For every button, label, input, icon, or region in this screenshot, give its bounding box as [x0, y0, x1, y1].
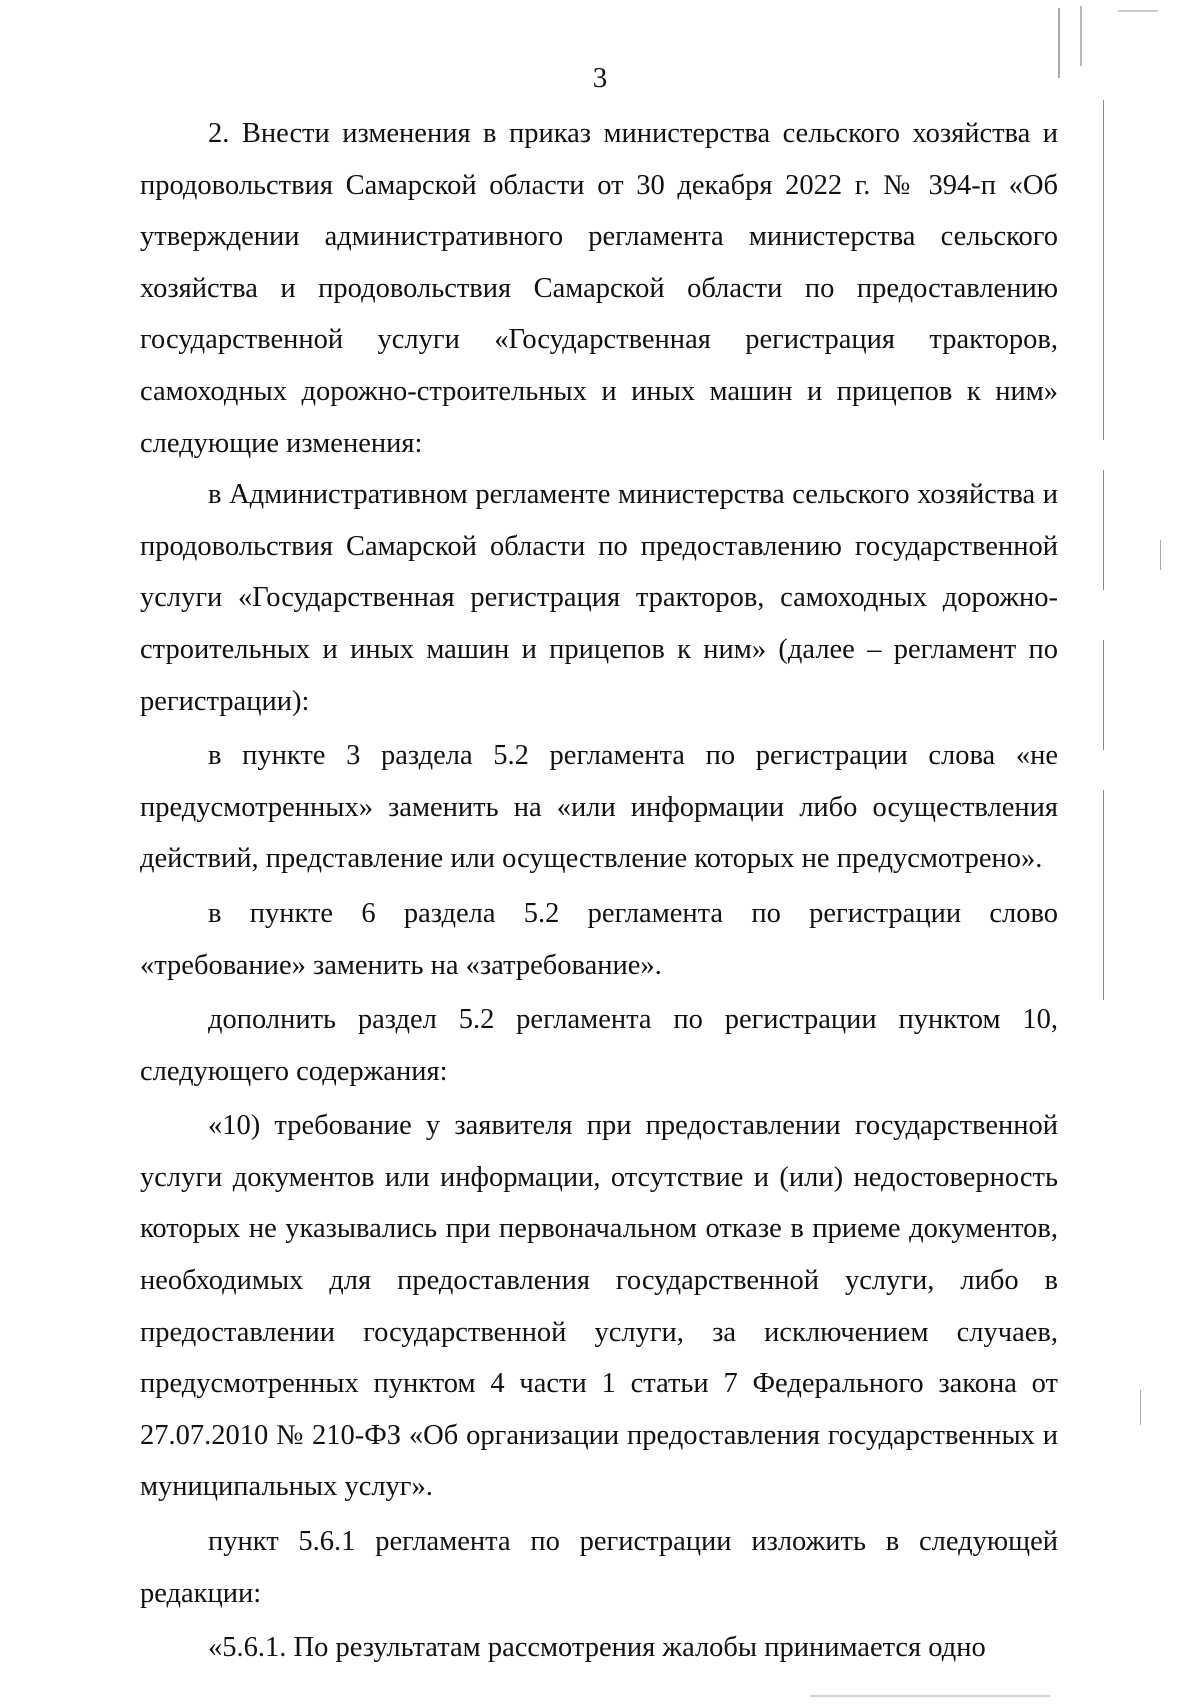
scan-edge-line [1103, 470, 1104, 590]
paragraph-amendment-order: 2. Внести изменения в приказ министерства сельского хозяйства и продовольствия Самарской области от 30 декабря 2022 г. № 394-п «Об утверждении административного регламента министерства сельского хозяйства и продовольствия Самарской области по предоставлению государственной услуги «Государственная регистрация тракторов, самоходных дорожно-строительных и иных машин и прицепов к ним» следующие изменения: [140, 118, 1058, 459]
paragraph-regulation-intro: в Административном регламенте министерства сельского хозяйства и продовольствия Самарской области по предоставлению государственной услуги «Государственная регистрация тракторов, самоходных дорожно-строительных и иных машин и прицепов к ним» (далее – регламент по регистрации): [140, 479, 1058, 717]
scan-noise [1118, 10, 1158, 12]
paragraph-point-6: в пункте 6 раздела 5.2 регламента по регистрации слово «требование» заменить на «затребование». [140, 897, 1058, 981]
scan-noise [1140, 1390, 1141, 1425]
scan-edge-line [1103, 790, 1104, 1000]
scan-edge-line [1103, 100, 1104, 440]
scan-noise [1058, 8, 1060, 78]
paragraph-point-5-6-1: пункт 5.6.1 регламента по регистрации изложить в следующей редакции: [140, 1526, 1058, 1609]
paragraph-add-point-10: дополнить раздел 5.2 регламента по регистрации пунктом 10, следующего содержания: [140, 1004, 1058, 1087]
page-number: 3 [592, 62, 608, 94]
scan-noise [1080, 6, 1082, 66]
scan-noise [810, 1695, 1050, 1697]
paragraph-point-3: в пункте 3 раздела 5.2 регламента по регистрации слова «не предусмотренных» заменить на «или информации либо осуществления действий, представление или осуществление которых не предусмотрено». [140, 740, 1058, 875]
paragraph-point-10-text: «10) требование у заявителя при предоставлении государственной услуги документов или информации, отсутствие и (или) недостоверность которых не указывались при первоначальном отказе в приеме документов, необходимых для предоставления государственной услуги, либо в предоставлении государственной услуги, за исключением случаев, предусмотренных пунктом 4 части 1 статьи 7 Федерального закона от 27.07.2010 № 210-ФЗ «Об организации предоставления государственных и муниципальных услуг». [140, 1110, 1058, 1503]
scan-edge-line [1103, 640, 1104, 750]
document-body [140, 108, 1058, 1674]
scan-noise [1160, 540, 1161, 570]
paragraph-point-5-6-1-text: «5.6.1. По результатам рассмотрения жалобы принимается одно [208, 1632, 986, 1664]
